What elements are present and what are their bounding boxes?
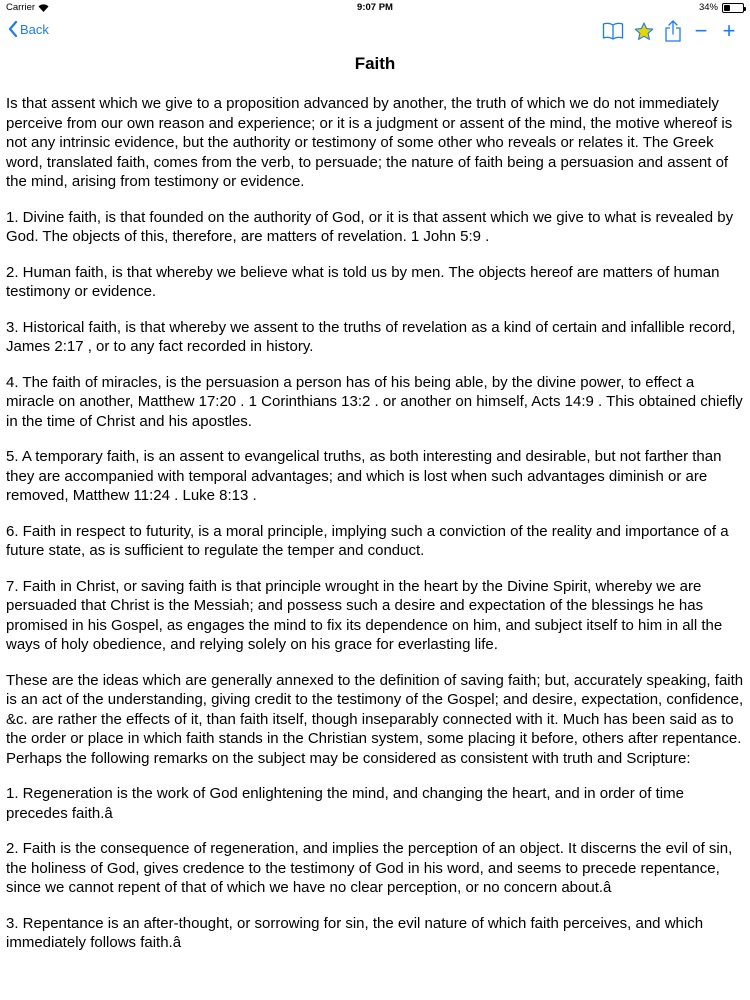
page-title: Faith — [354, 54, 396, 73]
status-time: 9:07 PM — [357, 2, 393, 13]
paragraph: 6. Faith in respect to futurity, is a moral principle, implying such a conviction of the reality and importance of a future state, as is sufficient to regulate the temper and conduct. — [6, 522, 729, 559]
paragraph: 3. Repentance is an after-thought, or sorrowing for sin, the evil nature of which faith perceives, and which immediately follows faith.â — [6, 914, 704, 951]
chevron-left-icon — [8, 21, 18, 37]
paragraph: These are the ideas which are generally annexed to the definition of saving faith; but, accurately speaking, faith is an act of the understanding, giving credit to the testimony of the Gospel; and desire, expectation, confidence, &c. are rather the effects of it, than faith itself, though inseparably connected with it. Much has been said as to the order or place in which faith stands in the Christian system, some placing it before, others after repentance. Perhaps the following remarks on the subject may be considered as consistent with truth and Scripture: — [6, 671, 744, 767]
status-bar — [0, 0, 750, 16]
open-book-icon — [602, 22, 624, 40]
paragraph: 1. Divine faith, is that founded on the authority of God, or it is that assent which we give to what is revealed by God. The objects of this, therefore, are matters of revelation. 1 John 5:9 . — [6, 208, 734, 245]
navigation-bar — [0, 16, 750, 46]
paragraph: 4. The faith of miracles, is the persuasion a person has of his being able, by the divine power, to effect a miracle on another, Matthew 17:20 . 1 Corinthians 13:2 . or another on himself, Acts 14:9 . This obtained chiefly in the time of Christ and his apostles. — [6, 373, 743, 430]
battery-indicator — [699, 2, 744, 13]
nav-actions — [602, 19, 738, 43]
paragraph: 1. Regeneration is the work of God enlightening the mind, and changing the heart, and in order of time precedes faith.â — [6, 785, 684, 822]
battery-fill — [724, 5, 730, 11]
zoom-out-button[interactable]: − — [694, 18, 708, 43]
back-button[interactable] — [8, 21, 49, 37]
bookmarks-button[interactable] — [602, 19, 624, 43]
share-button[interactable] — [664, 19, 682, 43]
paragraph: 2. Faith is the consequence of regeneration, and implies the perception of an object. It discerns the evil of sin, the holiness of God, gives credence to the testimony of God in his word, and seems to precede repentance, since we cannot repent of that of which we have no clear perception, or no concern about.â — [6, 840, 733, 896]
back-label: Back — [20, 21, 49, 37]
paragraph: 7. Faith in Christ, or saving faith is that principle wrought in the heart by the Divine Spirit, whereby we are persuaded that Christ is the Messiah; and possess such a desire and expectation of the blessings he has promised in his Gospel, as engages the mind to fix its dependence on him, and subject itself to him in all the ways of holy obedience, and relying solely on his grace for everlasting life. — [6, 577, 723, 653]
favorite-button[interactable] — [634, 19, 654, 43]
battery-percent: 34% — [698, 2, 718, 13]
carrier-label: Carrier — [6, 2, 36, 13]
paragraph: 5. A temporary faith, is an assent to evangelical truths, as both interesting and desirable, but not farther than they are accompanied with temporal advantages; and which is lost when such advantages diminish or are removed, Matthew 11:24 . Luke 8:13 . — [6, 448, 722, 504]
article-body — [6, 94, 746, 969]
battery-icon — [722, 3, 744, 13]
paragraph: 3. Historical faith, is that whereby we assent to the truths of revelation as a kind of certain and infallible record, James 2:17 , or to any fact recorded in history. — [6, 318, 736, 355]
star-icon — [634, 22, 654, 41]
paragraph: Is that assent which we give to a proposition advanced by another, the truth of which we do not immediately perceive from our own reason and experience; or it is a judgment or assent of the mind, the motive whereof is not any intrinsic evidence, but the authority or testimony of some other who reveals or relates it. The Greek word, translated faith, comes from the verb, to persuade; the nature of faith being a persuasion and assent of the mind, arising from testimony or evidence. — [6, 95, 733, 190]
share-icon — [664, 20, 682, 42]
zoom-in-button[interactable]: + — [722, 18, 736, 43]
paragraph: 2. Human faith, is that whereby we believe what is told us by men. The objects hereof are matters of human testimony or evidence. — [6, 263, 720, 300]
